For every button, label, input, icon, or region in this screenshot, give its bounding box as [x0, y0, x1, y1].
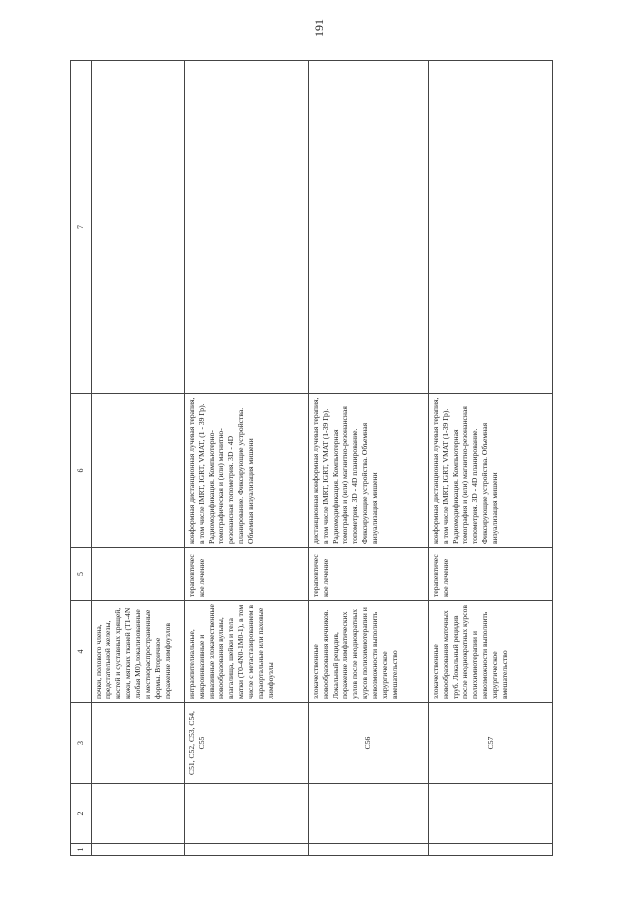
table-cell: [91, 61, 184, 394]
method-cell: конформная дистанционная лучевая терапия, в том числе IMRT, IGRT, VMAT, (1 - 39 Гр). Радиомодификация. Компьютерно-томографическая и (или) магнитно-резонансная топометрия. 3D - 4D планирование. Фиксирующие устройства. Объемная визуализация мишени: [184, 394, 308, 548]
table-cell: [428, 844, 552, 856]
table-cell: [428, 61, 552, 394]
code-cell: C57: [428, 703, 552, 784]
description-cell: почки, полового члена, предстательной железы, костей и суставных хрящей, кожи, мягких тканей (T1-4N любая M0),локализованные и местнораспространенные формы. Вторичное поражение лимфоузлов: [91, 601, 184, 703]
table-cell: [184, 61, 308, 394]
table-cell: [91, 784, 184, 844]
treatment-cell: терапевтическое лечение: [308, 548, 428, 601]
table-row: [428, 61, 552, 856]
table-cell: [184, 784, 308, 844]
table-cell: [428, 784, 552, 844]
table-cell: [91, 844, 184, 856]
page-number: 191: [312, 19, 326, 37]
table-row: [308, 61, 428, 856]
header-cell: 5: [71, 548, 92, 601]
description-cell: злокачественные новообразования яичников. Локальный рецидив, поражение лимфатических узлов после неоднократных курсов полихимиотерапии и невозможности выполнить хирургическое вмешательство: [308, 601, 428, 703]
header-cell: 7: [71, 61, 92, 394]
table-row: [184, 61, 308, 856]
method-cell: [91, 394, 184, 548]
treatment-cell: терапевтическое лечение: [184, 548, 308, 601]
code-cell: [91, 703, 184, 784]
treatment-cell: [91, 548, 184, 601]
table-cell: [308, 844, 428, 856]
header-cell: 6: [71, 394, 92, 548]
header-cell: 4: [71, 601, 92, 703]
description-cell: интраэпителиальные, микроинвазивные и инвазивные злокачественные новообразования вульвы, влагалища, шейки и тела матки (T0-4N0-1M0-1), в том числе с метастазированием в параортальные или паховые лимфоузлы: [184, 601, 308, 703]
header-cell: 1: [71, 844, 92, 856]
method-cell: конформная дистанционная лучевая терапия, в том числе IMRT, IGRT, VMAT (1-39 Гр). Радиомодификация. Компьютерная томография и (или) магнитно-резонансная топометрия. 3D - 4D планирование. Фиксирующие устройства. Объемная визуализация мишени: [428, 394, 552, 548]
table-cell: [308, 784, 428, 844]
header-cell: 2: [71, 784, 92, 844]
table-row: [91, 61, 184, 856]
method-cell: дистанционная конформная лучевая терапия, в том числе IMRT, IGRT, VMAT (1-39 Гр). Радиомодификация. Компьютерная томография и (или) магнитно-резонансная топометрия. 3D - 4D планирование. Фиксирующие устройства. Объемная визуализация мишени: [308, 394, 428, 548]
document-sheet: [70, 61, 553, 856]
header-row: [71, 61, 92, 856]
table-cell: [308, 61, 428, 394]
code-cell: C56: [308, 703, 428, 784]
description-cell: злокачественные новообразования маточных труб. Локальный рецидив после неоднократных курсов полихимиотерапии и невозможности выполнить хирургическое вмешательство: [428, 601, 552, 703]
table-cell: [184, 844, 308, 856]
treatment-cell: терапевтическое лечение: [428, 548, 552, 601]
header-cell: 3: [71, 703, 92, 784]
code-cell: C51, C52, C53, C54, C55: [184, 703, 308, 784]
treatment-table: [70, 60, 553, 856]
